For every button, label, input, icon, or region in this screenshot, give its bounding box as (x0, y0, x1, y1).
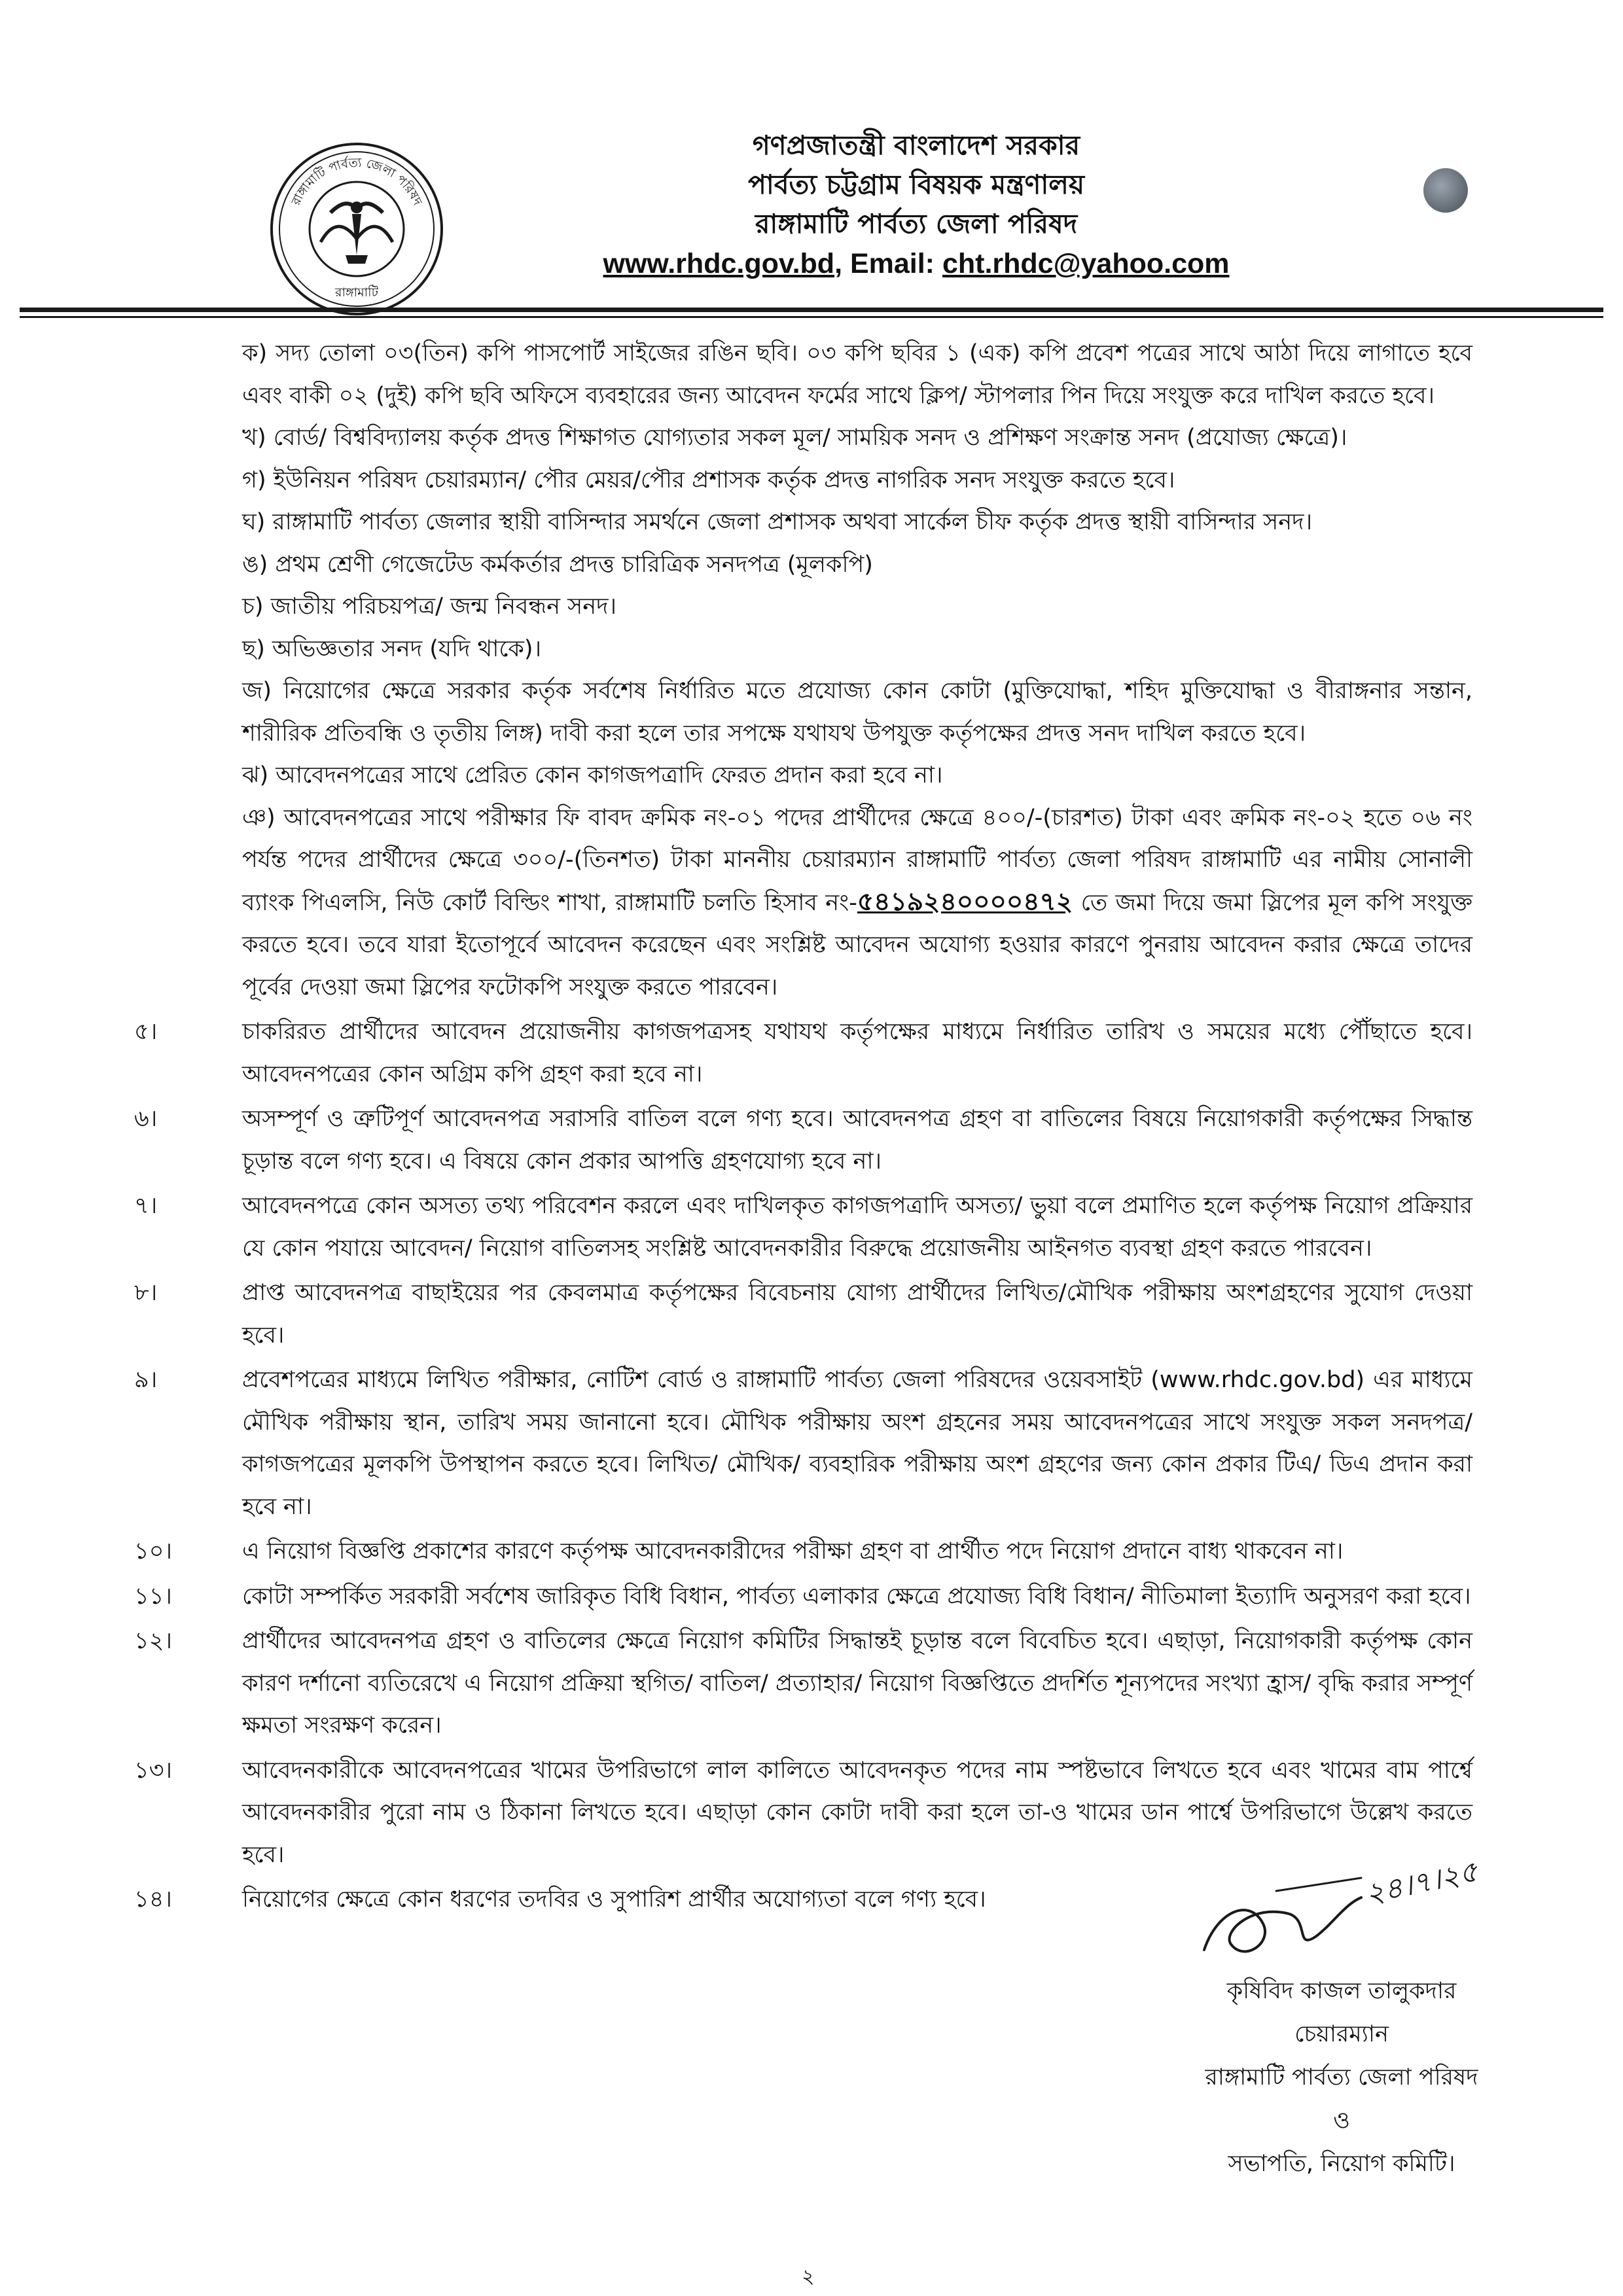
clause-5 (134, 1011, 1472, 1095)
signatory-office: রাঙ্গামাটি পার্বত্য জেলা পরিষদ (1205, 2064, 1478, 2091)
sub-item-chha: ছ) অভিজ্ঞতার সনদ (যদি থাকে)। (242, 635, 542, 662)
clause-text: এ নিয়োগ বিজ্ঞপ্তি প্রকাশের কারণে কর্তৃপক্ষ আবেদনকারীদের পরীক্ষা গ্রহণ বা প্রার্থীত পদে নিয়োগ প্রদানে বাধ্য থাকবেন না। (242, 1538, 1344, 1564)
clause-7 (134, 1185, 1472, 1269)
clause-number: ৮। (134, 1280, 158, 1306)
punch-hole-mark (1423, 168, 1468, 213)
clause-10 (134, 1530, 1472, 1573)
signatory-name: কৃষিবিদ কাজল তালুকদার (1226, 1978, 1457, 2004)
clause-text: প্রাপ্ত আবেদনপত্র বাছাইয়ের পর কেবলমাত্র কর্তৃপক্ষের বিবেচনায় যোগ্য প্রার্থীদের লিখিত/মৌখিক পরীক্ষায় অংশগ্রহণের সুযোগ দেওয়া হবে। (242, 1280, 1472, 1349)
sub-item-gha: ঘ) রাঙ্গামাটি পার্বত্য জেলার স্থায়ী বাসিন্দার সমর্থনে জেলা প্রশাসক অথবা সার্কেল চীফ কর্তৃক প্রদত্ত স্থায়ী বাসিন্দার সনদ। (242, 509, 1313, 535)
sub-item-ka: ক) সদ্য তোলা ০৩(তিন) কপি পাসপোর্ট সাইজের রঙিন ছবি। ০৩ কপি ছবির ১ (এক) কপি প্রবেশ পত্রের সাথে আঠা দিয়ে লাগাতে হবে এবং বাকী ০২ (দুই) কপি ছবি অফিসে ব্যবহারের জন্য আবেদন ফর্মের সাথে ক্লিপ/ স্টাপলার পিন দিয়ে সংযুক্ত করে দাখিল করতে হবে। (242, 340, 1472, 409)
sub-item-ja: জ) নিয়োগের ক্ষেত্রে সরকার কর্তৃক সর্বশেষ নির্ধারিত মতে প্রযোজ্য কোন কোটা (মুক্তিযোদ্ধা, শহিদ মুক্তিযোদ্ধা ও বীরাঙ্গনার সন্তান, শারীরিক প্রতিবন্ধি ও তৃতীয় লিঙ্গ) দাবী করা হলে তার সপক্ষে যথাযথ উপযুক্ত কর্তৃপক্ষের প্রদত্ত সনদ দাখিল করতে হবে। (242, 678, 1472, 747)
signature-date: ২৪।৭।২৫ (1362, 1854, 1481, 1911)
clause-6 (134, 1098, 1472, 1182)
clause-number: ১০। (134, 1538, 172, 1564)
letterhead (556, 126, 1276, 284)
contact-line (556, 243, 1276, 284)
sub-item-cha: চ) জাতীয় পরিচয়পত্র/ জন্ম নিবন্ধন সনদ। (242, 593, 617, 620)
clause-text: কোটা সম্পর্কিত সরকারী সর্বশেষ জারিকৃত বিধি বিধান, পার্বত্য এলাকার ক্ষেত্রে প্রযোজ্য বিধি বিধান/ নীতিমালা ইত্যাদি অনুসরণ করা হবে। (242, 1583, 1471, 1610)
clause-number: ১৪। (134, 1886, 172, 1913)
clause-text: নিয়োগের ক্ষেত্রে কোন ধরণের তদবির ও সুপারিশ প্রার্থীর অযোগ্যতা বলে গণ্য হবে। (242, 1886, 986, 1913)
sub-item-jha: ঝ) আবেদনপত্রের সাথে প্রেরিত কোন কাগজপত্রাদি ফেরত প্রদান করা হবে না। (242, 762, 943, 788)
fee-text-after: তে জমা দিয়ে জমা স্লিপের মূল কপি সংযুক্ত করতে হবে। তবে যারা ইতোপূর্বে আবেদন করেছেন এবং সংশ্লিষ্ট আবেদন অযোগ্য হওয়ার কারণে পুনরায় আবেদন করার ক্ষেত্রে তাদের পূর্বের দেওয়া জমা স্লিপের ফটোকপি সংযুক্ত করতে পারবেন। (242, 889, 1473, 1000)
fee-text-before: ঞ) আবেদনপত্রের সাথে পরীক্ষার ফি বাবদ ক্রমিক নং-০১ পদের প্রার্থীদের ক্ষেত্রে ৪০০/-(চারশত) টাকা এবং ক্রমিক নং-০২ হতে ০৬ নং পর্যন্ত পদের প্রার্থীদের ক্ষেত্রে ৩০০/-(তিনশত) টাকা মাননীয় চেয়ারম্যান রাঙ্গামাটি পার্বত্য জেলা পরিষদ রাঙ্গামাটি এর নামীয় সোনালী ব্যাংক পিএলসি, নিউ কোর্ট বিল্ডিং শাখা, রাঙ্গামাটি চলতি হিসাব নং- (242, 804, 1472, 916)
bank-account-number: ৫৪১৯২৪০০০০৪৭২ (857, 887, 1073, 917)
page-number: ২ (802, 2265, 815, 2288)
clause-text: আবেদনকারীকে আবেদনপত্রের খামের উপরিভাগে লাল কালিতে আবেদনকৃত পদের নাম স্পষ্টভাবে লিখতে হবে এবং খামের বাম পার্শ্বে আবেদনকারীর পুরো নাম ও ঠিকানা লিখতে হবে। এছাড়া কোন কোটা দাবী করা হলে তা-ও খামের ডান পার্শ্বে উপরিভাগে উল্লেখ করতে হবে। (242, 1757, 1472, 1868)
sub-item-fee (242, 797, 1472, 1009)
clause-8 (134, 1272, 1472, 1356)
sub-item-umo: ঙ) প্রথম শ্রেণী গেজেটেড কর্মকর্তার প্রদত্ত চারিত্রিক সনদপত্র (মূলকপি) (242, 551, 873, 578)
notice-body (0, 332, 1623, 1921)
signatory-block (1113, 1969, 1571, 2185)
clause-text: অসম্পূর্ণ ও ত্রুটিপূর্ণ আবেদনপত্র সরাসরি বাতিল বলে গণ্য হবে। আবেদনপত্র গ্রহণ বা বাতিলের বিষয়ে নিয়োগকারী কর্তৃপক্ষের সিদ্ধান্ত চূড়ান্ত বলে গণ্য হবে। এ বিষয়ে কোন প্রকার আপত্তি গ্রহণযোগ্য হবে না। (242, 1106, 1472, 1174)
clause-11 (134, 1576, 1472, 1618)
clause-number: ৫। (134, 1019, 158, 1045)
email-separator: , Email: (834, 248, 942, 279)
council-seal-logo (268, 141, 445, 317)
handwritten-signature (1191, 1852, 1505, 1983)
website-link[interactable]: www.rhdc.gov.bd (603, 248, 835, 279)
seal-ring-text: রাঙ্গামাটি পার্বত্য জেলা পরিষদ (289, 155, 425, 208)
signatory-title: চেয়ারম্যান (1294, 2021, 1389, 2047)
sub-item-ga: গ) ইউনিয়ন পরিষদ চেয়ারম্যান/ পৌর মেয়র/পৌর প্রশাসক কর্তৃক প্রদত্ত নাগরিক সনদ সংযুক্ত করতে হবে। (242, 467, 1175, 493)
ministry-name: পার্বত্য চট্টগ্রাম বিষয়ক মন্ত্রণালয় (748, 169, 1084, 200)
header-divider-thin (20, 316, 1603, 318)
council-name: রাঙ্গামাটি পার্বত্য জেলা পরিষদ (755, 208, 1078, 239)
email-link[interactable]: cht.rhdc@yahoo.com (942, 248, 1230, 279)
clause-text: আবেদনপত্রে কোন অসত্য তথ্য পরিবেশন করলে এবং দাখিলকৃত কাগজপত্রাদি অসত্য/ ভুয়া বলে প্রমাণিত হলে কর্তৃপক্ষ নিয়োগ প্রক্রিয়ার যে কোন পযায়ে আবেদন/ নিয়োগ বাতিলসহ সংশ্লিষ্ট আবেদনকারীর বিরুদ্ধে প্রয়োজনীয় আইনগত ব্যবস্থা গ্রহণ করতে পারবেন। (242, 1193, 1472, 1262)
signatory-committee-role: সভাপতি, নিয়োগ কমিটি। (1228, 2151, 1455, 2177)
clause-12 (134, 1620, 1472, 1747)
clause-text: প্রবেশপত্রের মাধ্যমে লিখিত পরীক্ষার, নোটিশ বোর্ড ও রাঙ্গামাটি পার্বত্য জেলা পরিষদের ওয়েবসাইট (www.rhdc.gov.bd) এর মাধ্যমে মৌখিক পরীক্ষায় স্থান, তারিখ সময় জানানো হবে। মৌখিক পরীক্ষায় অংশ গ্রহনের সময় আবেদনপত্রের সাথে সংযুক্ত সকল সনদপত্র/ কাগজপত্রের মূলকপি উপস্থাপন করতে হবে। লিখিত/ মৌখিক/ ব্যবহারিক পরীক্ষায় অংশ গ্রহণের জন্য কোন প্রকার টিএ/ ডিএ প্রদান করা হবে না। (242, 1367, 1472, 1520)
clause-text: প্রার্থীদের আবেদনপত্র গ্রহণ ও বাতিলের ক্ষেত্রে নিয়োগ কমিটির সিদ্ধান্তই চূড়ান্ত বলে বিবেচিত হবে। এছাড়া, নিয়োগকারী কর্তৃপক্ষ কোন কারণ দর্শানো ব্যতিরেখে এ নিয়োগ প্রক্রিয়া স্থগিত/ বাতিল/ প্রত্যাহার/ নিয়োগ বিজ্ঞপ্তিতে প্রদর্শিত শূন্যপদের সংখ্যা হ্রাস/ বৃদ্ধি করার সম্পূর্ণ ক্ষমতা সংরক্ষণ করেন। (242, 1628, 1472, 1739)
clause-number: ৭। (134, 1193, 158, 1219)
govt-name: গণপ্রজাতন্ত্রী বাংলাদেশ সরকার (752, 130, 1080, 161)
clause-9 (134, 1359, 1472, 1528)
clause-number: ৯। (134, 1367, 158, 1393)
clause-number: ৬। (134, 1106, 158, 1132)
sub-item-kha: খ) বোর্ড/ বিশ্ববিদ্যালয় কর্তৃক প্রদত্ত শিক্ষাগত যোগ্যতার সকল মূল/ সাময়িক সনদ ও প্রশিক্ষণ সংক্রান্ত সনদ (প্রযোজ্য ক্ষেত্রে)। (242, 425, 1347, 451)
clause-text: চাকরিরত প্রার্থীদের আবেদন প্রয়োজনীয় কাগজপত্রসহ যথাযথ কর্তৃপক্ষের মাধ্যমে নির্ধারিত তারিখ ও সময়ের মধ্যে পৌঁছাতে হবে। আবেদনপত্রের কোন অগ্রিম কপি গ্রহণ করা হবে না। (242, 1019, 1472, 1087)
clause-number: ১১। (134, 1583, 172, 1610)
seal-bottom-text: রাঙ্গামাটি (335, 285, 378, 300)
signatory-conjunction: ও (1333, 2108, 1350, 2134)
header-divider-thick (20, 308, 1603, 312)
clause-number: ১৩। (134, 1757, 172, 1784)
clause-number: ১২। (134, 1628, 172, 1654)
